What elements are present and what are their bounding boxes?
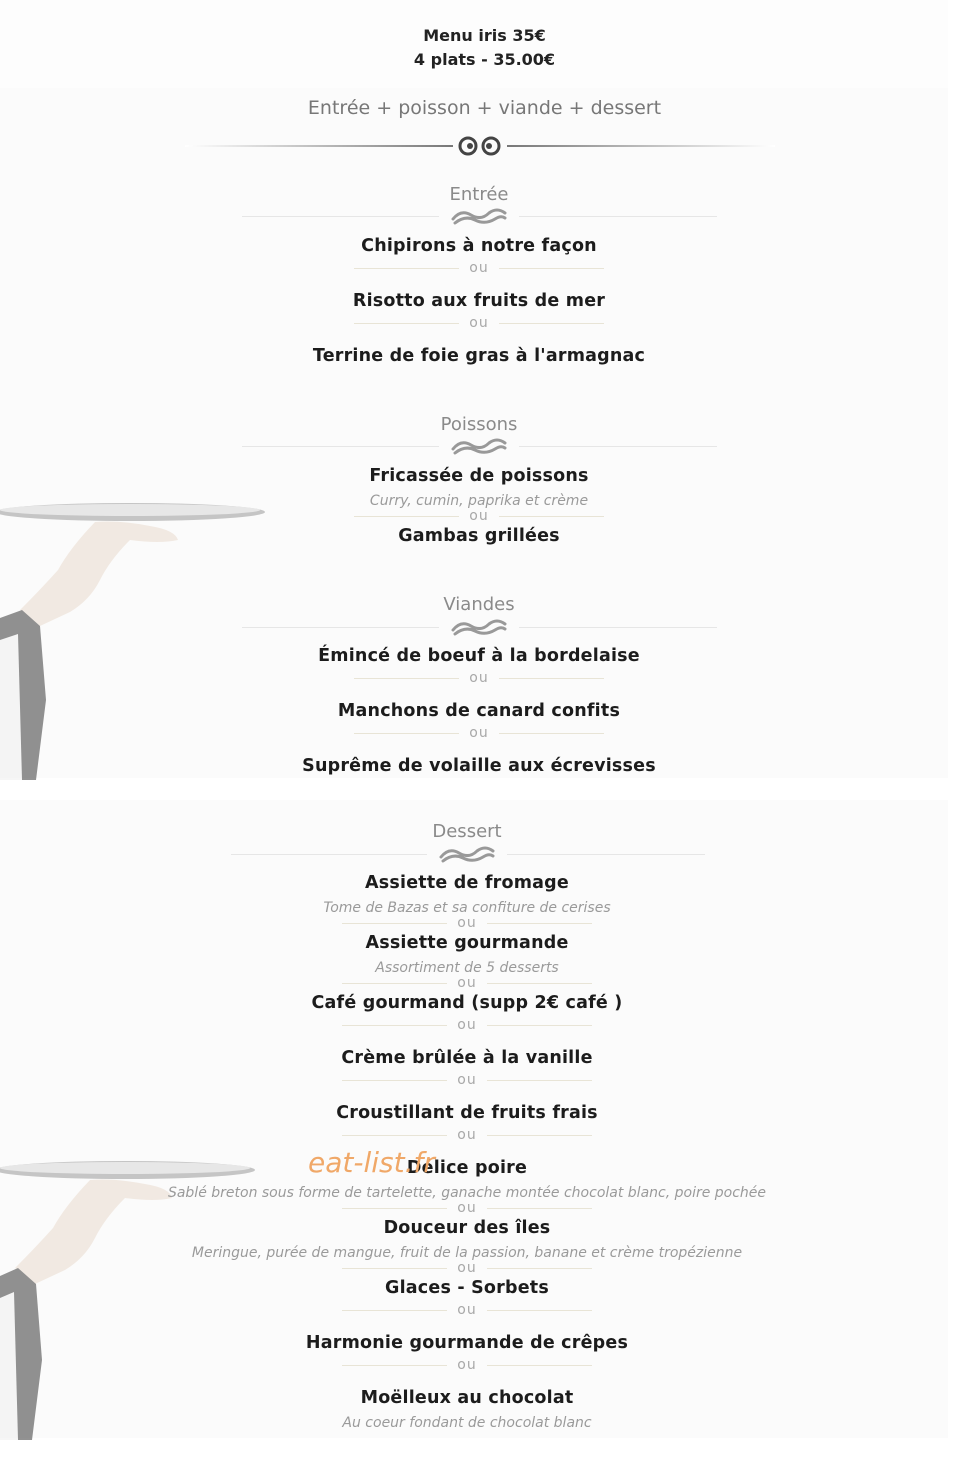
dish-name: Suprême de volaille aux écrevisses: [302, 756, 656, 776]
dish-description: Sablé breton sous forme de tartelette, ganache montée chocolat blanc, poire pochée: [167, 1185, 767, 1201]
separator-line: [487, 1365, 592, 1366]
section-divider: [242, 627, 439, 628]
double-swirl-ornament-icon: [185, 134, 775, 158]
section-divider: [242, 216, 439, 217]
dish-name: Glaces - Sorbets: [385, 1278, 549, 1298]
separator-line: [354, 323, 459, 324]
dish-name: Gambas grillées: [398, 526, 560, 546]
section-title-viandes: Viandes: [443, 594, 515, 615]
section-title-entree: Entrée: [449, 184, 509, 205]
separator-line: [342, 1025, 447, 1026]
section-divider: [519, 627, 717, 628]
separator-line: [499, 733, 604, 734]
separator-line: [487, 1025, 592, 1026]
separator-ou: ou: [457, 915, 477, 931]
separator-line: [342, 1268, 447, 1269]
dish-name: Douceur des îles: [383, 1218, 551, 1238]
dish-name: Moëlleux au chocolat: [360, 1388, 574, 1408]
separator-line: [354, 268, 459, 269]
section-title-poissons: Poissons: [440, 414, 518, 435]
separator-line: [499, 268, 604, 269]
separator-line: [342, 1135, 447, 1136]
wave-swirl-icon: [451, 618, 507, 638]
wave-swirl-icon: [451, 437, 507, 457]
separator-line: [499, 323, 604, 324]
dish-name: Café gourmand (supp 2€ café ): [311, 993, 623, 1013]
separator-line: [354, 516, 459, 517]
separator-line: [354, 733, 459, 734]
separator-line: [499, 678, 604, 679]
menu-title: Menu iris 35€: [423, 26, 546, 45]
separator-line: [342, 983, 447, 984]
dish-name: Assiette gourmande: [365, 933, 569, 953]
separator-ou: ou: [469, 315, 489, 331]
separator-ou: ou: [457, 1017, 477, 1033]
separator-line: [487, 983, 592, 984]
separator-line: [487, 923, 592, 924]
dish-name: Émincé de boeuf à la bordelaise: [318, 646, 640, 666]
dish-name: Croustillant de fruits frais: [336, 1103, 598, 1123]
dish-name: Chipirons à notre façon: [361, 236, 597, 256]
section-divider: [242, 446, 439, 447]
separator-line: [487, 1208, 592, 1209]
section-divider: [519, 446, 717, 447]
menu-price: 4 plats - 35.00€: [413, 50, 556, 69]
separator-line: [487, 1080, 592, 1081]
separator-line: [342, 1310, 447, 1311]
separator-ou: ou: [457, 975, 477, 991]
dish-name: Risotto aux fruits de mer: [352, 291, 606, 311]
dish-description: Tome de Bazas et sa confiture de cerises: [323, 900, 611, 916]
separator-ou: ou: [457, 1260, 477, 1276]
menu-subtitle: Entrée + poisson + viande + dessert: [307, 97, 662, 119]
watermark: eat-list.fr: [308, 1146, 435, 1179]
separator-ou: ou: [469, 670, 489, 686]
separator-ou: ou: [457, 1200, 477, 1216]
separator-line: [342, 1365, 447, 1366]
section-divider: [231, 854, 427, 855]
separator-line: [487, 1135, 592, 1136]
separator-line: [499, 516, 604, 517]
separator-line: [342, 1208, 447, 1209]
wave-swirl-icon: [439, 845, 495, 865]
section-divider: [519, 216, 717, 217]
separator-ou: ou: [469, 508, 489, 524]
separator-line: [354, 678, 459, 679]
separator-ou: ou: [457, 1357, 477, 1373]
section-divider: [507, 854, 705, 855]
dish-description: Meringue, purée de mangue, fruit de la passion, banane et crème tropézienne: [191, 1245, 743, 1261]
separator-line: [342, 1080, 447, 1081]
dish-name: Fricassée de poissons: [369, 466, 589, 486]
dish-description: Assortiment de 5 desserts: [375, 960, 559, 976]
separator-line: [487, 1268, 592, 1269]
dish-name: Terrine de foie gras à l'armagnac: [312, 346, 646, 366]
separator-line: [487, 1310, 592, 1311]
wave-swirl-icon: [451, 207, 507, 227]
separator-ou: ou: [457, 1302, 477, 1318]
separator-line: [342, 923, 447, 924]
dish-name: Manchons de canard confits: [337, 701, 621, 721]
dish-name: Harmonie gourmande de crêpes: [305, 1333, 629, 1353]
separator-ou: ou: [469, 260, 489, 276]
section-title-dessert: Dessert: [432, 821, 502, 842]
dish-description: Au coeur fondant de chocolat blanc: [342, 1415, 592, 1431]
separator-ou: ou: [469, 725, 489, 741]
dish-description: Curry, cumin, paprika et crème: [369, 493, 589, 509]
dish-name: Délice poire: [406, 1158, 528, 1178]
separator-ou: ou: [457, 1127, 477, 1143]
dish-name: Assiette de fromage: [365, 873, 569, 893]
separator-ou: ou: [457, 1072, 477, 1088]
dish-name: Crème brûlée à la vanille: [341, 1048, 593, 1068]
